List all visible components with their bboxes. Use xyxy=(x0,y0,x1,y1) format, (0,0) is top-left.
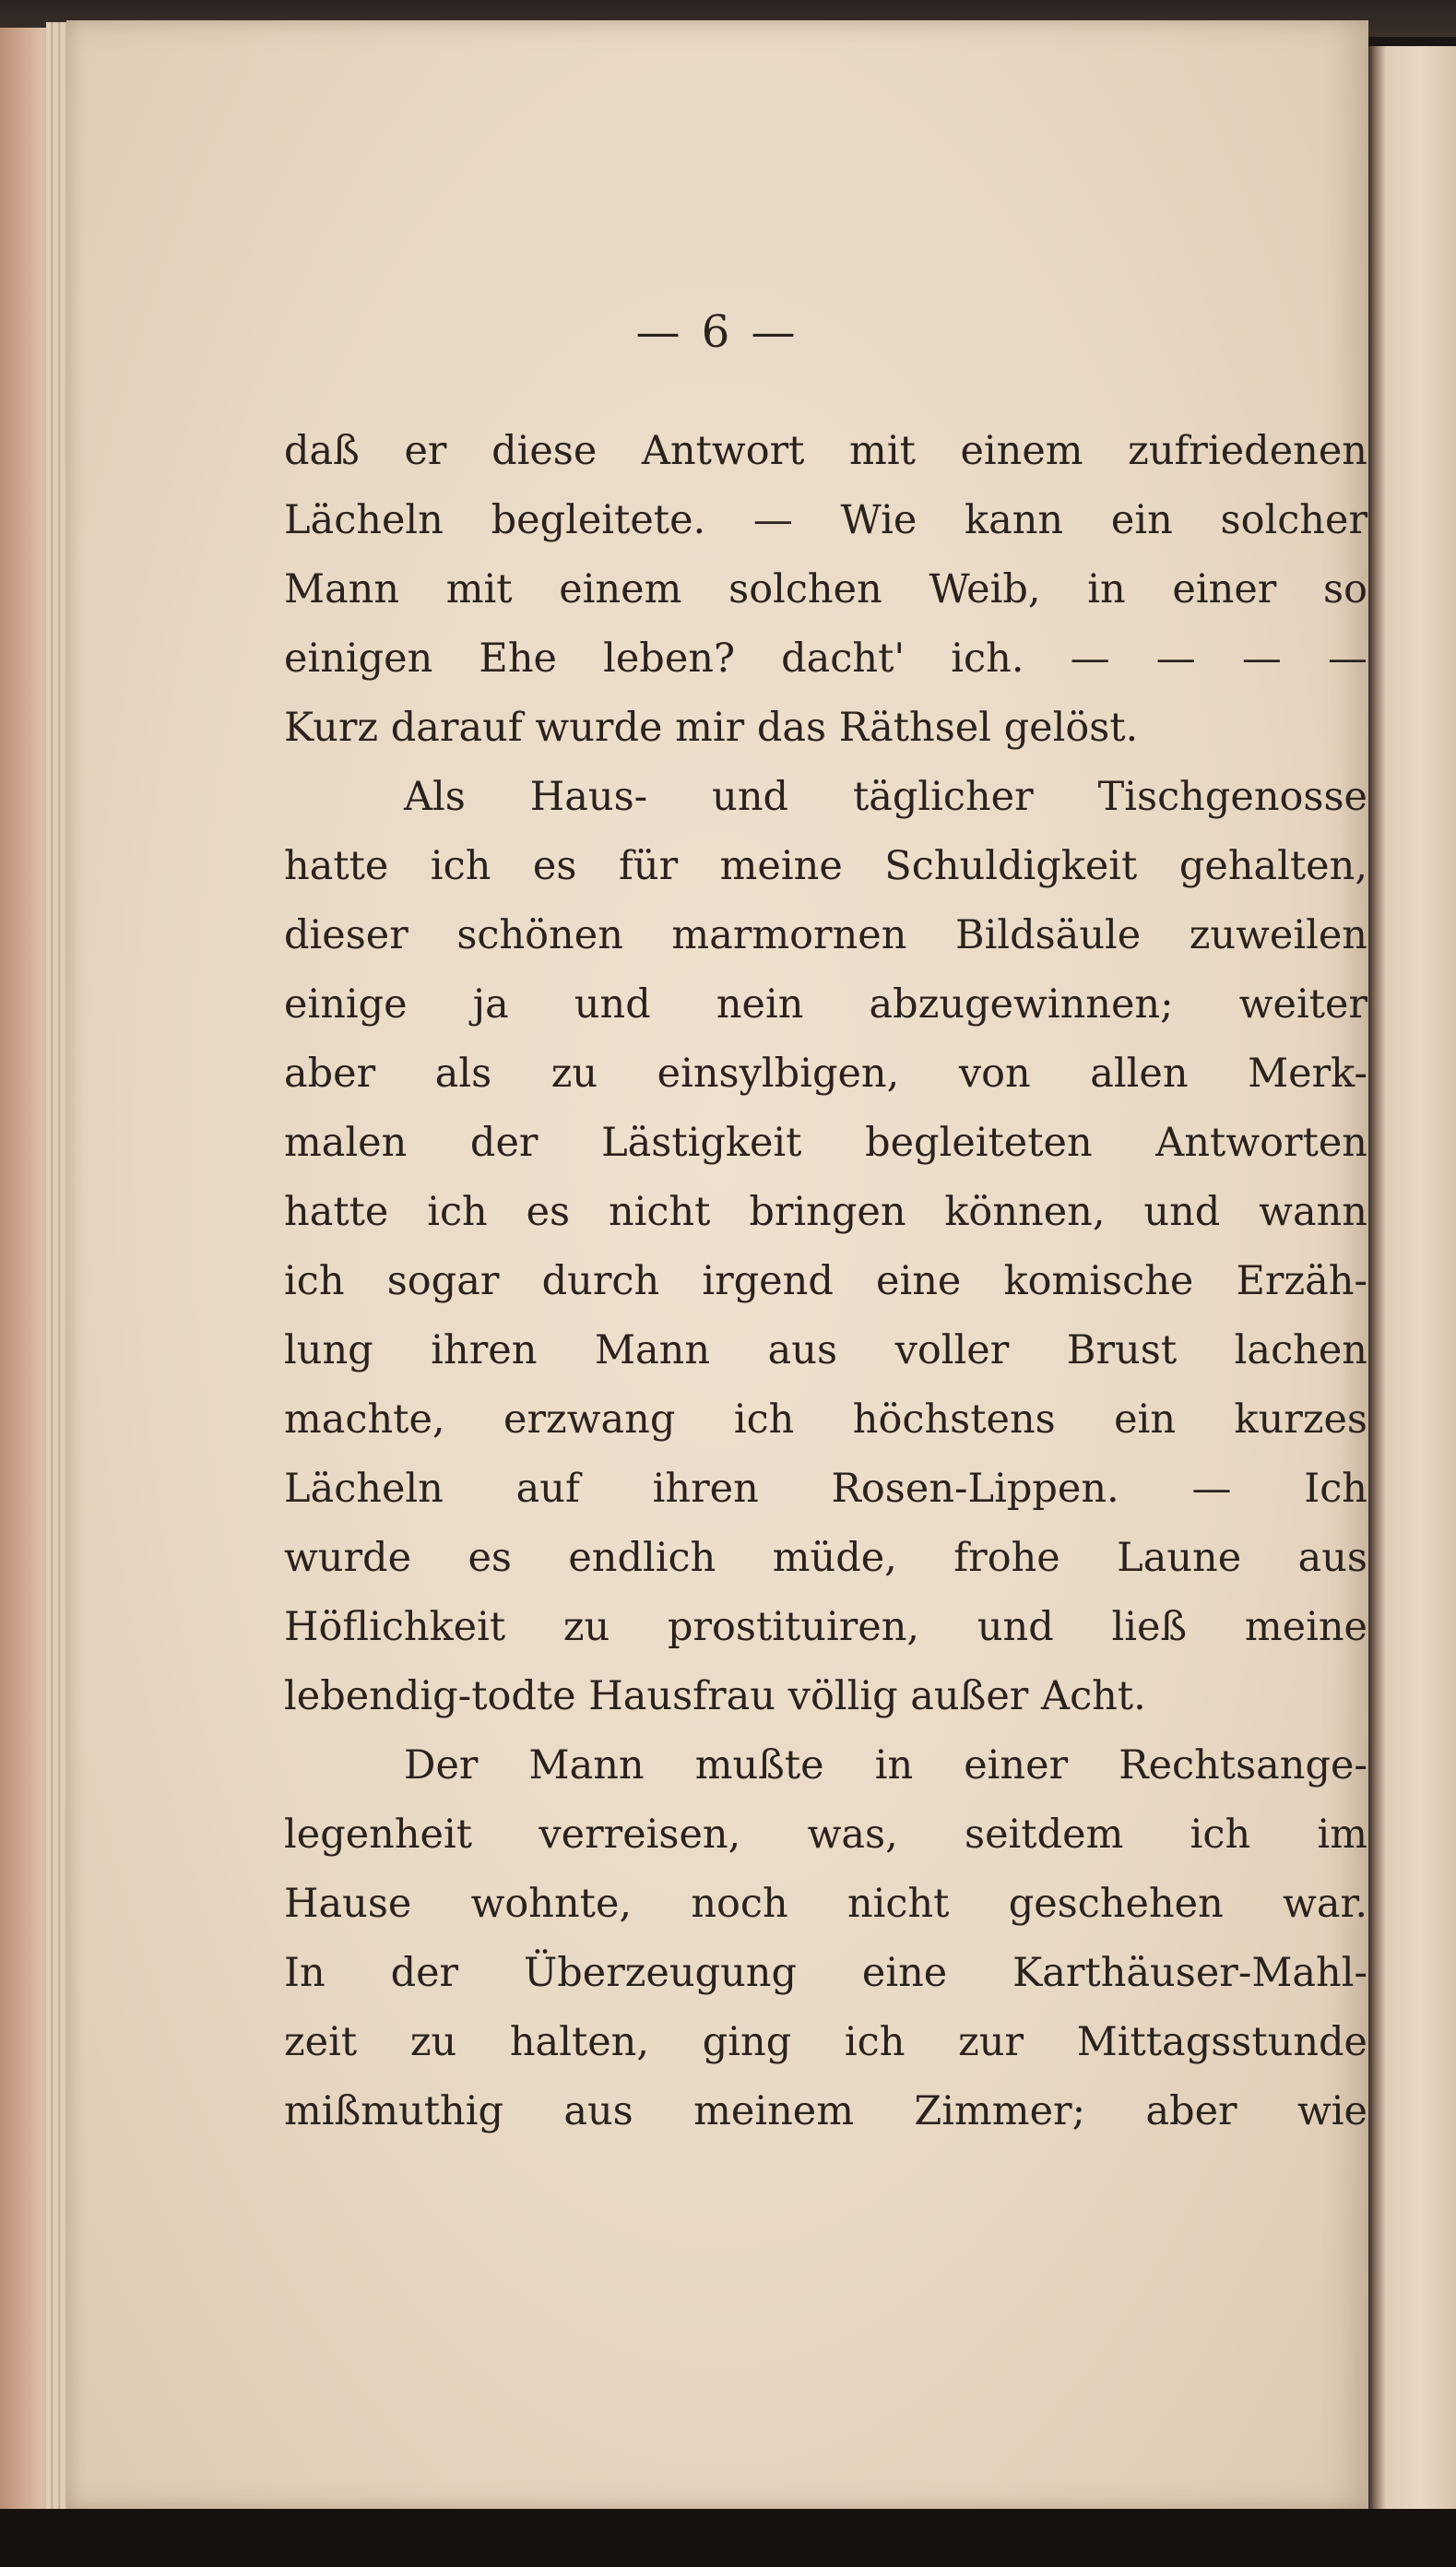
text-line: lebendig-todte Hausfrau völlig außer Acht. xyxy=(284,1673,1146,1719)
text-line: Kurz darauf wurde mir das Räthsel gelöst. xyxy=(284,705,1139,751)
body-text xyxy=(284,417,1367,2146)
text-line: einige ja und nein abzugewinnen; weiter xyxy=(284,981,1367,1028)
book-spine-edge-right xyxy=(1368,46,1456,2509)
text-line: Lächeln begleitete. — Wie kann ein solcher xyxy=(284,497,1367,543)
text-line: malen der Lästigkeit begleiteten Antworten xyxy=(284,1120,1367,1166)
text-line: mißmuthig aus meinem Zimmer; aber wie xyxy=(284,2088,1367,2134)
text-line: aber als zu einsylbigen, von allen Merk- xyxy=(284,1051,1367,1097)
scan-bottom-border xyxy=(0,2509,1456,2567)
text-line: Lächeln auf ihren Rosen-Lippen. — Ich xyxy=(284,1466,1367,1512)
text-line: lung ihren Mann aus voller Brust lachen xyxy=(284,1327,1367,1373)
text-line: hatte ich es nicht bringen können, und wann xyxy=(284,1189,1367,1235)
text-line: Höflichkeit zu prostituiren, und ließ meine xyxy=(284,1604,1367,1650)
paragraph-start-line: Der Mann mußte in einer Rechtsange- xyxy=(404,1742,1367,1789)
text-line: wurde es endlich müde, frohe Laune aus xyxy=(284,1535,1367,1581)
text-line: daß er diese Antwort mit einem zufriedenen xyxy=(284,428,1367,474)
text-line: dieser schönen marmornen Bildsäule zuweilen xyxy=(284,912,1367,958)
text-line: ich sogar durch irgend eine komische Erzäh- xyxy=(284,1258,1367,1304)
text-line: einigen Ehe leben? dacht' ich. — — — — xyxy=(284,636,1367,682)
text-line: Mann mit einem solchen Weib, in einer so xyxy=(284,566,1367,612)
text-line: zeit zu halten, ging ich zur Mittagsstunde xyxy=(284,2019,1367,2065)
text-line: In der Überzeugung eine Karthäuser-Mahl- xyxy=(284,1950,1367,1996)
text-line: legenheit verreisen, was, seitdem ich im xyxy=(284,1812,1367,1858)
book-page xyxy=(66,20,1368,2509)
paragraph-start-line: Als Haus- und täglicher Tischgenosse xyxy=(404,774,1367,820)
text-line: hatte ich es für meine Schuldigkeit gehalten, xyxy=(284,843,1367,889)
page-number: — 6 — xyxy=(635,306,799,358)
text-line: machte, erzwang ich höchstens ein kurzes xyxy=(284,1396,1367,1443)
text-line: Hause wohnte, noch nicht geschehen war. xyxy=(284,1881,1367,1927)
